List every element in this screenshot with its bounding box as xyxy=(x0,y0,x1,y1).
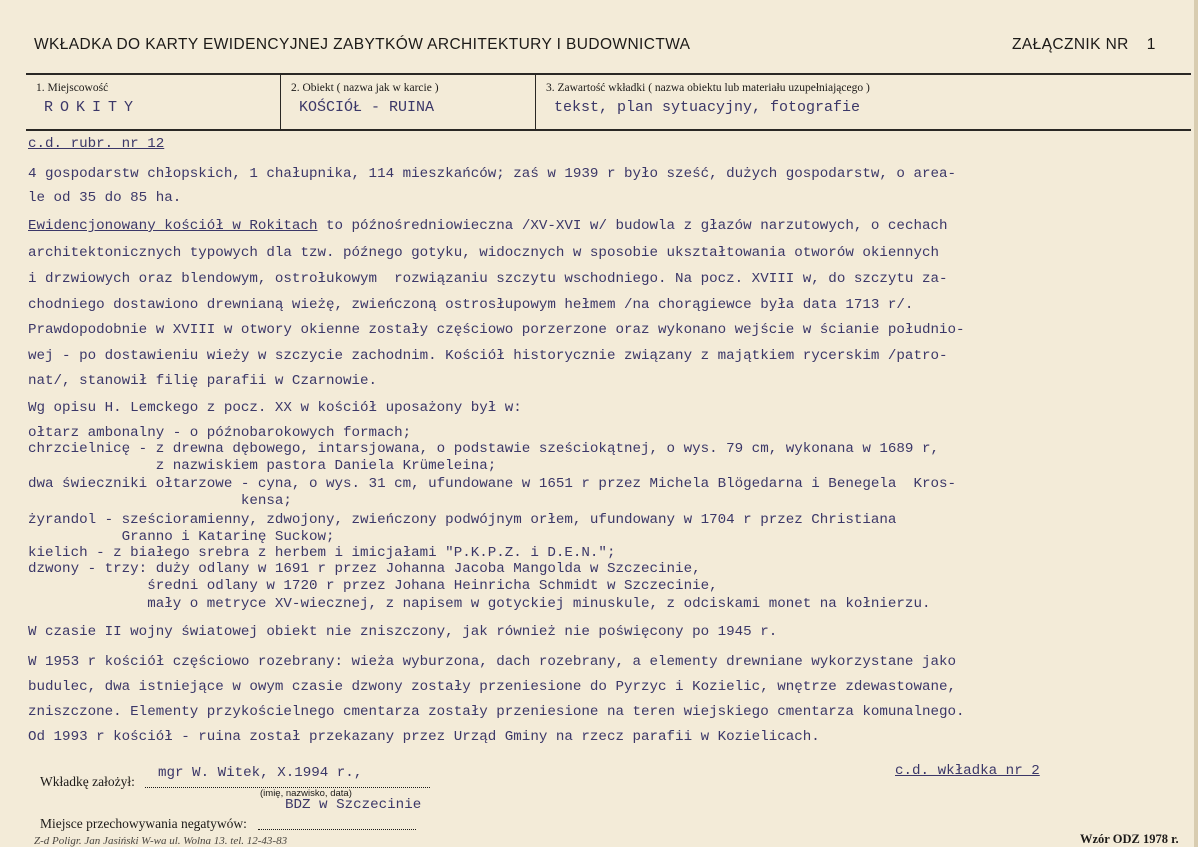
body-line-3-rest: to późnośredniowieczna /XV-XVI w/ budowla z głazów narzutowych, o cechach xyxy=(317,218,948,234)
annex-number: 1 xyxy=(1146,36,1156,53)
body-line-17: Granno i Katarinę Suckow; xyxy=(28,529,335,545)
field-label: 1. Miejscowość xyxy=(36,82,109,94)
annex-label xyxy=(1012,36,1156,54)
field-object xyxy=(281,75,536,129)
form-code: Wzór ODZ 1978 r. xyxy=(1080,832,1179,846)
author-caption: (imię, nazwisko, data) xyxy=(260,788,352,799)
storage-label: Miejsce przechowywania negatywów: xyxy=(40,816,247,831)
body-line-20: średni odlany w 1720 r przez Johana Heinricha Schmidt w Szczecinie, xyxy=(28,578,718,594)
body-line-26: Od 1993 r kościół - ruina został przekazany przez Urząd Gminy na rzecz parafii w Kozielicach. xyxy=(28,729,820,745)
printer-imprint: Z-d Poligr. Jan Jasiński W-wa ul. Wolna 13. tel. 12-43-83 xyxy=(34,835,288,847)
author-value: mgr W. Witek, X.1994 r., xyxy=(158,765,363,781)
body-line-24: budulec, dwa istniejące w owym czasie dzwony zostały przeniesione do Pyrzyc i Kozielic, wnętrze zdewastowane, xyxy=(28,679,957,695)
body-line-4: architektonicznych typowych dla tzw. późnego gotyku, widocznych w sposobie ukształtowania otworów okiennych xyxy=(28,245,939,261)
body-line-3 xyxy=(28,218,948,234)
body-line-18: kielich - z białego srebra z herbem i imicjałami "P.K.P.Z. i D.E.N."; xyxy=(28,545,616,561)
field-label: 2. Obiekt ( nazwa jak w karcie ) xyxy=(291,82,439,94)
fields-box xyxy=(26,73,1191,131)
field-locality xyxy=(26,75,281,129)
body-underlined-phrase: Ewidencjonowany kościół w Rokitach xyxy=(28,218,318,234)
field-contents xyxy=(536,75,1191,129)
storage-value: BDZ w Szczecinie xyxy=(285,797,422,813)
body-line-14: dwa świeczniki ołtarzowe - cyna, o wys. 31 cm, ufundowane w 1651 r przez Michela Blögedarna i Benegela Kros- xyxy=(28,476,957,492)
body-line-7: Prawdopodobnie w XVIII w otwory okienne zostały częściowo porzerzone oraz wykonano wejście w ścianie południo- xyxy=(28,322,965,338)
body-line-23: W 1953 r kościół częściowo rozebrany: wieża wyburzona, dach rozebrany, a elementy drewniane wykorzystane jako xyxy=(28,654,957,670)
author-label: Wkładkę założył: xyxy=(40,774,135,789)
body-line-10: Wg opisu H. Lemckego z pocz. XX w kościół uposażony był w: xyxy=(28,400,522,416)
body-line-1: 4 gospodarstw chłopskich, 1 chałupnika, 114 mieszkańców; zaś w 1939 r było sześć, dużych gospodarstw, o area- xyxy=(28,166,957,182)
page-edge xyxy=(1194,0,1198,847)
field-value: ROKITY xyxy=(44,99,141,116)
body-line-21: mały o metryce XV-wiecznej, z napisem w gotyckiej minuskule, z odciskami monet na kołnierzu. xyxy=(28,596,931,612)
body-line-15: kensa; xyxy=(28,493,292,509)
body-line-9: nat/, stanowił filię parafii w Czarnowie. xyxy=(28,373,378,389)
body-line-13: z nazwiskiem pastora Daniela Krümeleina; xyxy=(28,458,497,474)
body-line-19: dzwony - trzy: duży odlany w 1691 r przez Johanna Jacoba Mangolda w Szczecinie, xyxy=(28,561,701,577)
body-line-25: zniszczone. Elementy przykościelnego cmentarza zostały przeniesione na teren wiejskiego cmentarza komunalnego. xyxy=(28,704,965,720)
body-line-11: ołtarz ambonalny - o późnobarokowych formach; xyxy=(28,425,412,441)
body-line-8: wej - po dostawieniu wieży w szczycie zachodnim. Kościół historycznie związany z majątkiem rycerskim /patro- xyxy=(28,348,948,364)
continuation-note: c.d. wkładka nr 2 xyxy=(895,763,1040,779)
field-value: KOŚCIÓŁ - RUINA xyxy=(299,99,435,116)
form-title: WKŁADKA DO KARTY EWIDENCYJNEJ ZABYTKÓW ARCHITEKTURY I BUDOWNICTWA xyxy=(34,36,691,53)
storage-line xyxy=(258,829,416,830)
body-line-2: le od 35 do 85 ha. xyxy=(28,190,182,206)
body-line-22: W czasie II wojny światowej obiekt nie zniszczony, jak również nie poświęcony po 1945 r. xyxy=(28,624,778,640)
body-line-6: chodniego dostawiono drewnianą wieżę, zwieńczoną ostrosłupowym hełmem /na chorągiewce była data 1713 r/. xyxy=(28,297,914,313)
body-line-12: chrzcielnicę - z drewna dębowego, intarsjowana, o podstawie sześciokątnej, o wys. 79 cm, wykonana w 1689 r, xyxy=(28,441,939,457)
body-line-16: żyrandol - sześcioramienny, zdwojony, zwieńczony podwójnym orłem, ufundowany w 1704 r przez Christiana xyxy=(28,512,897,528)
annex-label-text: ZAŁĄCZNIK NR xyxy=(1012,36,1129,53)
body-line-5: i drzwiowych oraz blendowym, ostrołukowym rozwiązaniu szczytu wschodniego. Na pocz. XVIII w, do szczytu za- xyxy=(28,271,948,287)
field-label: 3. Zawartość wkładki ( nazwa obiektu lub materiału uzupełniającego ) xyxy=(546,82,870,94)
field-value: tekst, plan sytuacyjny, fotografie xyxy=(554,99,861,116)
section-heading: c.d. rubr. nr 12 xyxy=(28,136,165,152)
